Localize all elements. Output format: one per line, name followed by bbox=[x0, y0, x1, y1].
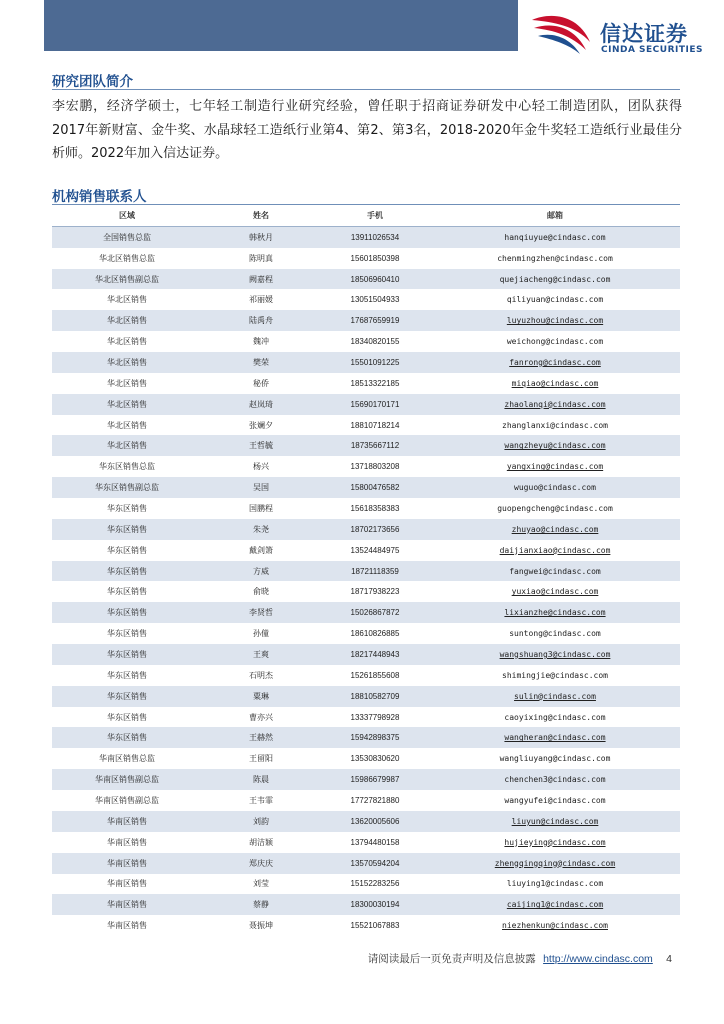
email-link[interactable]: sulin@cindasc.com bbox=[514, 691, 596, 701]
email-cell bbox=[430, 748, 680, 769]
email-link[interactable]: liuyun@cindasc.com bbox=[511, 816, 599, 826]
table-row bbox=[52, 226, 680, 247]
team-section-title: 研究团队简介 bbox=[52, 74, 133, 90]
region-cell: 华南区销售 bbox=[52, 832, 202, 853]
email-cell bbox=[430, 894, 680, 915]
region-cell: 华东区销售 bbox=[52, 623, 202, 644]
brand-name-cn: 信达证券 bbox=[600, 22, 688, 46]
name-cell: 方威 bbox=[202, 561, 320, 582]
email-link[interactable]: wangzheyu@cindasc.com bbox=[504, 441, 606, 451]
name-cell: 李贤哲 bbox=[202, 602, 320, 623]
region-cell: 全国销售总监 bbox=[52, 226, 202, 247]
phone-cell: 15601850398 bbox=[320, 248, 430, 269]
phone-cell: 18810582709 bbox=[320, 686, 430, 707]
email-link: zhanglanxi@cindasc.com bbox=[502, 420, 608, 430]
region-cell: 华东区销售 bbox=[52, 498, 202, 519]
name-cell: 朱尧 bbox=[202, 519, 320, 540]
region-cell: 华南区销售副总监 bbox=[52, 790, 202, 811]
email-link[interactable]: yuxiao@cindasc.com bbox=[511, 587, 599, 597]
name-cell: 杨兴 bbox=[202, 456, 320, 477]
email-link: chenchen3@cindasc.com bbox=[504, 775, 606, 785]
name-cell: 刘韵 bbox=[202, 811, 320, 832]
table-row bbox=[52, 456, 680, 477]
table-row bbox=[52, 811, 680, 832]
phone-cell: 18735667112 bbox=[320, 435, 430, 456]
phone-cell: 15026867872 bbox=[320, 602, 430, 623]
contacts-section-title: 机构销售联系人 bbox=[52, 189, 147, 205]
phone-cell: 18702173656 bbox=[320, 519, 430, 540]
phone-cell: 15261855608 bbox=[320, 665, 430, 686]
name-cell: 石明杰 bbox=[202, 665, 320, 686]
phone-cell: 13794480158 bbox=[320, 832, 430, 853]
email-link[interactable]: miqiao@cindasc.com bbox=[511, 378, 599, 388]
column-header-name: 姓名 bbox=[202, 205, 320, 226]
table-row bbox=[52, 707, 680, 728]
phone-cell: 13530830620 bbox=[320, 748, 430, 769]
email-link[interactable]: zhaolanqi@cindasc.com bbox=[504, 399, 606, 409]
email-cell bbox=[430, 394, 680, 415]
table-row bbox=[52, 769, 680, 790]
email-link: wangyufei@cindasc.com bbox=[504, 795, 606, 805]
email-cell bbox=[430, 352, 680, 373]
table-row bbox=[52, 540, 680, 561]
table-row bbox=[52, 435, 680, 456]
table-row bbox=[52, 894, 680, 915]
email-link[interactable]: fanrong@cindasc.com bbox=[509, 357, 601, 367]
email-link: quejiacheng@cindasc.com bbox=[499, 274, 611, 284]
column-header-email: 邮箱 bbox=[430, 205, 680, 226]
contacts-table bbox=[52, 205, 680, 936]
brand-logo bbox=[530, 12, 710, 56]
region-cell: 华东区销售 bbox=[52, 686, 202, 707]
table-row bbox=[52, 748, 680, 769]
table-row bbox=[52, 623, 680, 644]
phone-cell: 18721118359 bbox=[320, 561, 430, 582]
phone-cell: 15521067883 bbox=[320, 915, 430, 936]
team-section-divider bbox=[52, 89, 680, 90]
name-cell: 阙嘉程 bbox=[202, 269, 320, 290]
email-cell bbox=[430, 686, 680, 707]
phone-cell: 13718803208 bbox=[320, 456, 430, 477]
phone-cell: 18300030194 bbox=[320, 894, 430, 915]
table-row bbox=[52, 519, 680, 540]
table-row bbox=[52, 477, 680, 498]
name-cell: 聂振坤 bbox=[202, 915, 320, 936]
table-row bbox=[52, 561, 680, 582]
name-cell: 张斓夕 bbox=[202, 415, 320, 436]
region-cell: 华南区销售总监 bbox=[52, 748, 202, 769]
name-cell: 郑庆庆 bbox=[202, 853, 320, 874]
region-cell: 华东区销售总监 bbox=[52, 456, 202, 477]
email-cell bbox=[430, 665, 680, 686]
email-link[interactable]: yangxing@cindasc.com bbox=[506, 462, 604, 472]
name-cell: 陈明真 bbox=[202, 248, 320, 269]
email-link: fangwei@cindasc.com bbox=[509, 566, 601, 576]
phone-cell: 18217448943 bbox=[320, 644, 430, 665]
name-cell: 魏冲 bbox=[202, 331, 320, 352]
footer-url-link[interactable]: http://www.cindasc.com bbox=[543, 953, 653, 965]
name-cell: 王留阳 bbox=[202, 748, 320, 769]
table-row bbox=[52, 498, 680, 519]
region-cell: 华北区销售副总监 bbox=[52, 269, 202, 290]
name-cell: 王赫然 bbox=[202, 727, 320, 748]
email-link: guopengcheng@cindasc.com bbox=[497, 503, 613, 513]
name-cell: 韩秋月 bbox=[202, 226, 320, 247]
email-cell bbox=[430, 477, 680, 498]
name-cell: 陆禹舟 bbox=[202, 310, 320, 331]
phone-cell: 18717938223 bbox=[320, 581, 430, 602]
email-cell bbox=[430, 519, 680, 540]
email-cell bbox=[430, 707, 680, 728]
email-cell bbox=[430, 269, 680, 290]
phone-cell: 15152283256 bbox=[320, 874, 430, 895]
table-row bbox=[52, 790, 680, 811]
region-cell: 华北区销售 bbox=[52, 352, 202, 373]
region-cell: 华东区销售 bbox=[52, 581, 202, 602]
column-header-phone: 手机 bbox=[320, 205, 430, 226]
email-cell bbox=[430, 790, 680, 811]
phone-cell: 13570594204 bbox=[320, 853, 430, 874]
table-row bbox=[52, 832, 680, 853]
email-cell bbox=[430, 602, 680, 623]
phone-cell: 15800476582 bbox=[320, 477, 430, 498]
team-bio: 李宏鹏，经济学硕士，七年轻工制造行业研究经验，曾任职于招商证券研发中心轻工制造团队，团队获得2017年新财富、金牛奖、水晶球轻工造纸行业第4、第2、第3名，2018-2020年金牛奖轻工造纸行业最佳分析师。2022年加入信达证券。 bbox=[52, 99, 682, 161]
email-link: chenmingzhen@cindasc.com bbox=[497, 253, 613, 263]
email-cell bbox=[430, 811, 680, 832]
phone-cell: 13051504933 bbox=[320, 289, 430, 310]
email-cell bbox=[430, 226, 680, 247]
contacts-table-body bbox=[52, 226, 680, 936]
region-cell: 华东区销售 bbox=[52, 644, 202, 665]
region-cell: 华东区销售 bbox=[52, 602, 202, 623]
email-cell bbox=[430, 644, 680, 665]
email-link[interactable]: niezhenkun@cindasc.com bbox=[502, 921, 608, 931]
name-cell: 陈晨 bbox=[202, 769, 320, 790]
email-cell bbox=[430, 456, 680, 477]
table-row bbox=[52, 581, 680, 602]
email-link[interactable]: daijianxiao@cindasc.com bbox=[499, 545, 611, 555]
header-bar bbox=[44, 0, 518, 51]
email-link: suntong@cindasc.com bbox=[509, 629, 601, 639]
name-cell: 吴国 bbox=[202, 477, 320, 498]
phone-cell: 15690170171 bbox=[320, 394, 430, 415]
name-cell: 王哲毓 bbox=[202, 435, 320, 456]
email-cell bbox=[430, 874, 680, 895]
phone-cell: 13620005606 bbox=[320, 811, 430, 832]
region-cell: 华北区销售总监 bbox=[52, 248, 202, 269]
name-cell: 戴剑箫 bbox=[202, 540, 320, 561]
phone-cell: 18810718214 bbox=[320, 415, 430, 436]
name-cell: 刘莹 bbox=[202, 874, 320, 895]
email-link[interactable]: zhengqingqing@cindasc.com bbox=[494, 858, 616, 868]
table-row bbox=[52, 310, 680, 331]
table-row bbox=[52, 373, 680, 394]
region-cell: 华南区销售 bbox=[52, 894, 202, 915]
email-link: wangliuyang@cindasc.com bbox=[499, 754, 611, 764]
region-cell: 华北区销售 bbox=[52, 435, 202, 456]
email-link: hanqiuyue@cindasc.com bbox=[504, 232, 606, 242]
phone-cell: 13911026534 bbox=[320, 226, 430, 247]
phone-cell: 15986679987 bbox=[320, 769, 430, 790]
table-row bbox=[52, 686, 680, 707]
region-cell: 华东区销售 bbox=[52, 665, 202, 686]
phone-cell: 15501091225 bbox=[320, 352, 430, 373]
table-row bbox=[52, 602, 680, 623]
phone-cell: 18340820155 bbox=[320, 331, 430, 352]
table-header-row bbox=[52, 205, 680, 226]
table-row bbox=[52, 289, 680, 310]
email-cell bbox=[430, 832, 680, 853]
name-cell: 祁丽媛 bbox=[202, 289, 320, 310]
email-cell bbox=[430, 623, 680, 644]
region-cell: 华东区销售副总监 bbox=[52, 477, 202, 498]
name-cell: 赵岚琦 bbox=[202, 394, 320, 415]
email-cell bbox=[430, 373, 680, 394]
cinda-swoosh-icon bbox=[530, 12, 594, 56]
email-link: qiliyuan@cindasc.com bbox=[506, 295, 604, 305]
region-cell: 华北区销售 bbox=[52, 331, 202, 352]
page-number: 4 bbox=[666, 953, 672, 965]
brand-name-en: CINDA SECURITIES bbox=[601, 45, 703, 55]
name-cell: 曹亦兴 bbox=[202, 707, 320, 728]
page-footer bbox=[368, 951, 672, 966]
email-cell bbox=[430, 435, 680, 456]
phone-cell: 13337798928 bbox=[320, 707, 430, 728]
email-cell bbox=[430, 248, 680, 269]
phone-cell: 17687659919 bbox=[320, 310, 430, 331]
name-cell: 樊荣 bbox=[202, 352, 320, 373]
region-cell: 华北区销售 bbox=[52, 289, 202, 310]
email-link: liuying1@cindasc.com bbox=[506, 879, 604, 889]
phone-cell: 15942898375 bbox=[320, 727, 430, 748]
email-cell bbox=[430, 415, 680, 436]
email-link[interactable]: caijing1@cindasc.com bbox=[506, 900, 604, 910]
table-row bbox=[52, 665, 680, 686]
table-row bbox=[52, 352, 680, 373]
name-cell: 国鹏程 bbox=[202, 498, 320, 519]
region-cell: 华北区销售 bbox=[52, 310, 202, 331]
email-link[interactable]: wangshuang3@cindasc.com bbox=[499, 649, 611, 659]
phone-cell: 18506960410 bbox=[320, 269, 430, 290]
email-cell bbox=[430, 769, 680, 790]
email-cell bbox=[430, 561, 680, 582]
region-cell: 华东区销售 bbox=[52, 727, 202, 748]
region-cell: 华南区销售 bbox=[52, 811, 202, 832]
table-row bbox=[52, 269, 680, 290]
email-link: weichong@cindasc.com bbox=[506, 337, 604, 347]
email-link[interactable]: hujieying@cindasc.com bbox=[504, 837, 606, 847]
email-cell bbox=[430, 540, 680, 561]
email-link[interactable]: luyuzhou@cindasc.com bbox=[506, 316, 604, 326]
name-cell: 孙僮 bbox=[202, 623, 320, 644]
name-cell: 王爽 bbox=[202, 644, 320, 665]
region-cell: 华北区销售 bbox=[52, 373, 202, 394]
email-cell bbox=[430, 289, 680, 310]
phone-cell: 17727821880 bbox=[320, 790, 430, 811]
phone-cell: 18513322185 bbox=[320, 373, 430, 394]
name-cell: 胡洁颖 bbox=[202, 832, 320, 853]
email-cell bbox=[430, 498, 680, 519]
table-row bbox=[52, 915, 680, 936]
region-cell: 华南区销售 bbox=[52, 874, 202, 895]
region-cell: 华东区销售 bbox=[52, 519, 202, 540]
phone-cell: 18610826885 bbox=[320, 623, 430, 644]
table-row bbox=[52, 394, 680, 415]
email-cell bbox=[430, 915, 680, 936]
email-link[interactable]: lixianzhe@cindasc.com bbox=[504, 608, 606, 618]
table-row bbox=[52, 331, 680, 352]
email-link: caoyixing@cindasc.com bbox=[504, 712, 606, 722]
table-row bbox=[52, 853, 680, 874]
name-cell: 粟琳 bbox=[202, 686, 320, 707]
table-row bbox=[52, 727, 680, 748]
region-cell: 华北区销售 bbox=[52, 415, 202, 436]
column-header-region: 区域 bbox=[52, 205, 202, 226]
table-row bbox=[52, 415, 680, 436]
name-cell: 王韦霏 bbox=[202, 790, 320, 811]
footer-disclaimer: 请阅读最后一页免责声明及信息披露 bbox=[367, 953, 536, 965]
table-row bbox=[52, 874, 680, 895]
name-cell: 俞晓 bbox=[202, 581, 320, 602]
email-cell bbox=[430, 727, 680, 748]
email-cell bbox=[430, 331, 680, 352]
email-link: shimingjie@cindasc.com bbox=[502, 670, 608, 680]
phone-cell: 15618358383 bbox=[320, 498, 430, 519]
region-cell: 华东区销售 bbox=[52, 707, 202, 728]
email-cell bbox=[430, 581, 680, 602]
region-cell: 华南区销售 bbox=[52, 853, 202, 874]
email-link: wuguo@cindasc.com bbox=[514, 483, 596, 493]
email-link[interactable]: zhuyao@cindasc.com bbox=[511, 524, 599, 534]
region-cell: 华南区销售副总监 bbox=[52, 769, 202, 790]
region-cell: 华北区销售 bbox=[52, 394, 202, 415]
phone-cell: 13524484975 bbox=[320, 540, 430, 561]
name-cell: 秘侨 bbox=[202, 373, 320, 394]
table-row bbox=[52, 644, 680, 665]
email-cell bbox=[430, 853, 680, 874]
table-row bbox=[52, 248, 680, 269]
region-cell: 华东区销售 bbox=[52, 540, 202, 561]
region-cell: 华南区销售 bbox=[52, 915, 202, 936]
email-cell bbox=[430, 310, 680, 331]
email-link[interactable]: wangheran@cindasc.com bbox=[504, 733, 606, 743]
region-cell: 华东区销售 bbox=[52, 561, 202, 582]
name-cell: 蔡静 bbox=[202, 894, 320, 915]
